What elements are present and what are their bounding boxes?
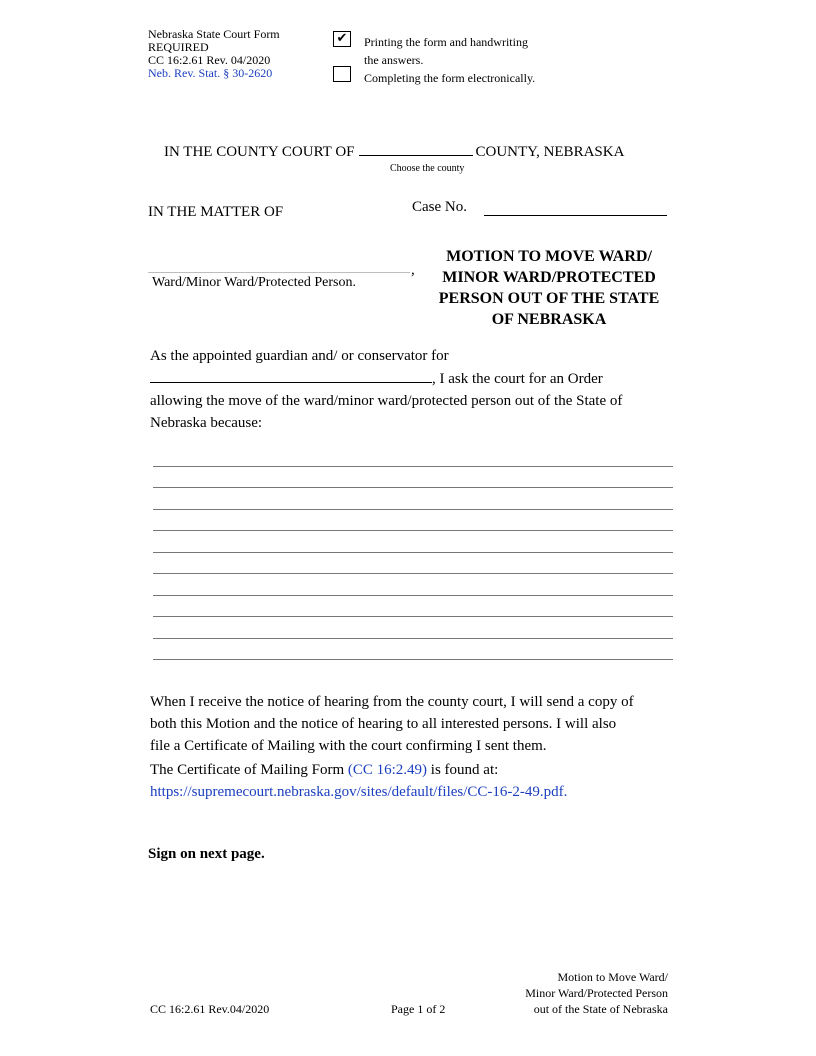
footer-form-rev: CC 16:2.61 Rev.04/2020: [150, 1002, 270, 1016]
footer-title: [480, 969, 668, 1017]
case-no-field[interactable]: [484, 215, 667, 216]
notice-line-3: file a Certificate of Mailing with the court confirming I sent them.: [150, 738, 547, 754]
reason-line[interactable]: [153, 530, 673, 531]
footer-title-line-1: Motion to Move Ward/: [557, 970, 668, 984]
motion-title: [420, 246, 678, 330]
body-line-2-text: , I ask the court for an Order: [432, 371, 603, 387]
reason-line[interactable]: [153, 659, 673, 660]
court-suffix: COUNTY, NEBRASKA: [475, 144, 625, 160]
footer-title-line-3: out of the State of Nebraska: [533, 1002, 668, 1016]
reason-line[interactable]: [153, 466, 673, 467]
reason-line[interactable]: [153, 509, 673, 510]
print-option-label-line1: Printing the form and handwriting: [364, 35, 528, 49]
footer-page-number: Page 1 of 2: [391, 1002, 446, 1016]
ward-name-field[interactable]: [148, 272, 410, 273]
form-header-info: [148, 28, 280, 80]
print-option-label-cont: [364, 51, 423, 69]
notice-paragraph: [150, 691, 670, 757]
footer-title-line-2: Minor Ward/Protected Person: [525, 986, 668, 1000]
guardian-name-field[interactable]: [150, 367, 432, 383]
certificate-url-link[interactable]: https://supremecourt.nebraska.gov/sites/default/files/CC-16-2-49.pdf.: [150, 784, 568, 800]
reason-line[interactable]: [153, 595, 673, 596]
case-no-label: Case No.: [412, 199, 467, 215]
title-line-3: PERSON OUT OF THE STATE: [438, 290, 660, 307]
print-option-checkbox[interactable]: [333, 31, 351, 47]
required-label: REQUIRED: [148, 40, 209, 54]
body-line-4: Nebraska because:: [150, 415, 263, 431]
ward-label: Ward/Minor Ward/Protected Person.: [152, 275, 356, 290]
notice-line-1: When I receive the notice of hearing from the county court, I will send a copy of: [150, 694, 634, 710]
electronic-option-label: Completing the form electronically.: [364, 71, 536, 85]
form-number: CC 16:2.61 Rev. 04/2020: [148, 53, 271, 67]
certificate-paragraph: [150, 759, 670, 803]
court-caption: [164, 141, 624, 161]
reason-line[interactable]: [153, 552, 673, 553]
sign-note: Sign on next page.: [148, 846, 265, 862]
reason-line[interactable]: [153, 487, 673, 488]
reason-line[interactable]: [153, 638, 673, 639]
cert-suffix: is found at:: [427, 762, 499, 778]
title-line-2: MINOR WARD/PROTECTED: [442, 269, 656, 286]
checkmark-icon: ✔: [336, 31, 348, 46]
reason-line[interactable]: [153, 616, 673, 617]
motion-body: [150, 345, 670, 434]
cert-prefix: The Certificate of Mailing Form: [150, 762, 348, 778]
body-line-3: allowing the move of the ward/minor ward/protected person out of the State of: [150, 393, 623, 409]
title-line-1: MOTION TO MOVE WARD/: [446, 248, 652, 265]
body-line-1: As the appointed guardian and/ or conservator for: [150, 348, 449, 364]
matter-label: IN THE MATTER OF: [148, 204, 284, 220]
ward-comma: ,: [411, 262, 415, 278]
court-prefix: IN THE COUNTY COURT OF: [164, 144, 355, 160]
statute-link[interactable]: Neb. Rev. Stat. § 30-2620: [148, 66, 273, 80]
electronic-option-checkbox[interactable]: [333, 66, 351, 82]
print-option-label: [364, 33, 528, 51]
print-option-label-line2: the answers.: [364, 53, 424, 67]
body-line-2: [150, 367, 670, 390]
cert-form-link[interactable]: (CC 16:2.49): [347, 762, 428, 778]
reason-line[interactable]: [153, 573, 673, 574]
certificate-line: [150, 759, 670, 781]
county-field[interactable]: [359, 141, 473, 156]
notice-line-2: both this Motion and the notice of hearing to all interested persons. I will also: [150, 716, 617, 732]
title-line-4: OF NEBRASKA: [491, 311, 607, 328]
form-name: Nebraska State Court Form: [148, 27, 280, 41]
county-hint: Choose the county: [390, 163, 465, 174]
